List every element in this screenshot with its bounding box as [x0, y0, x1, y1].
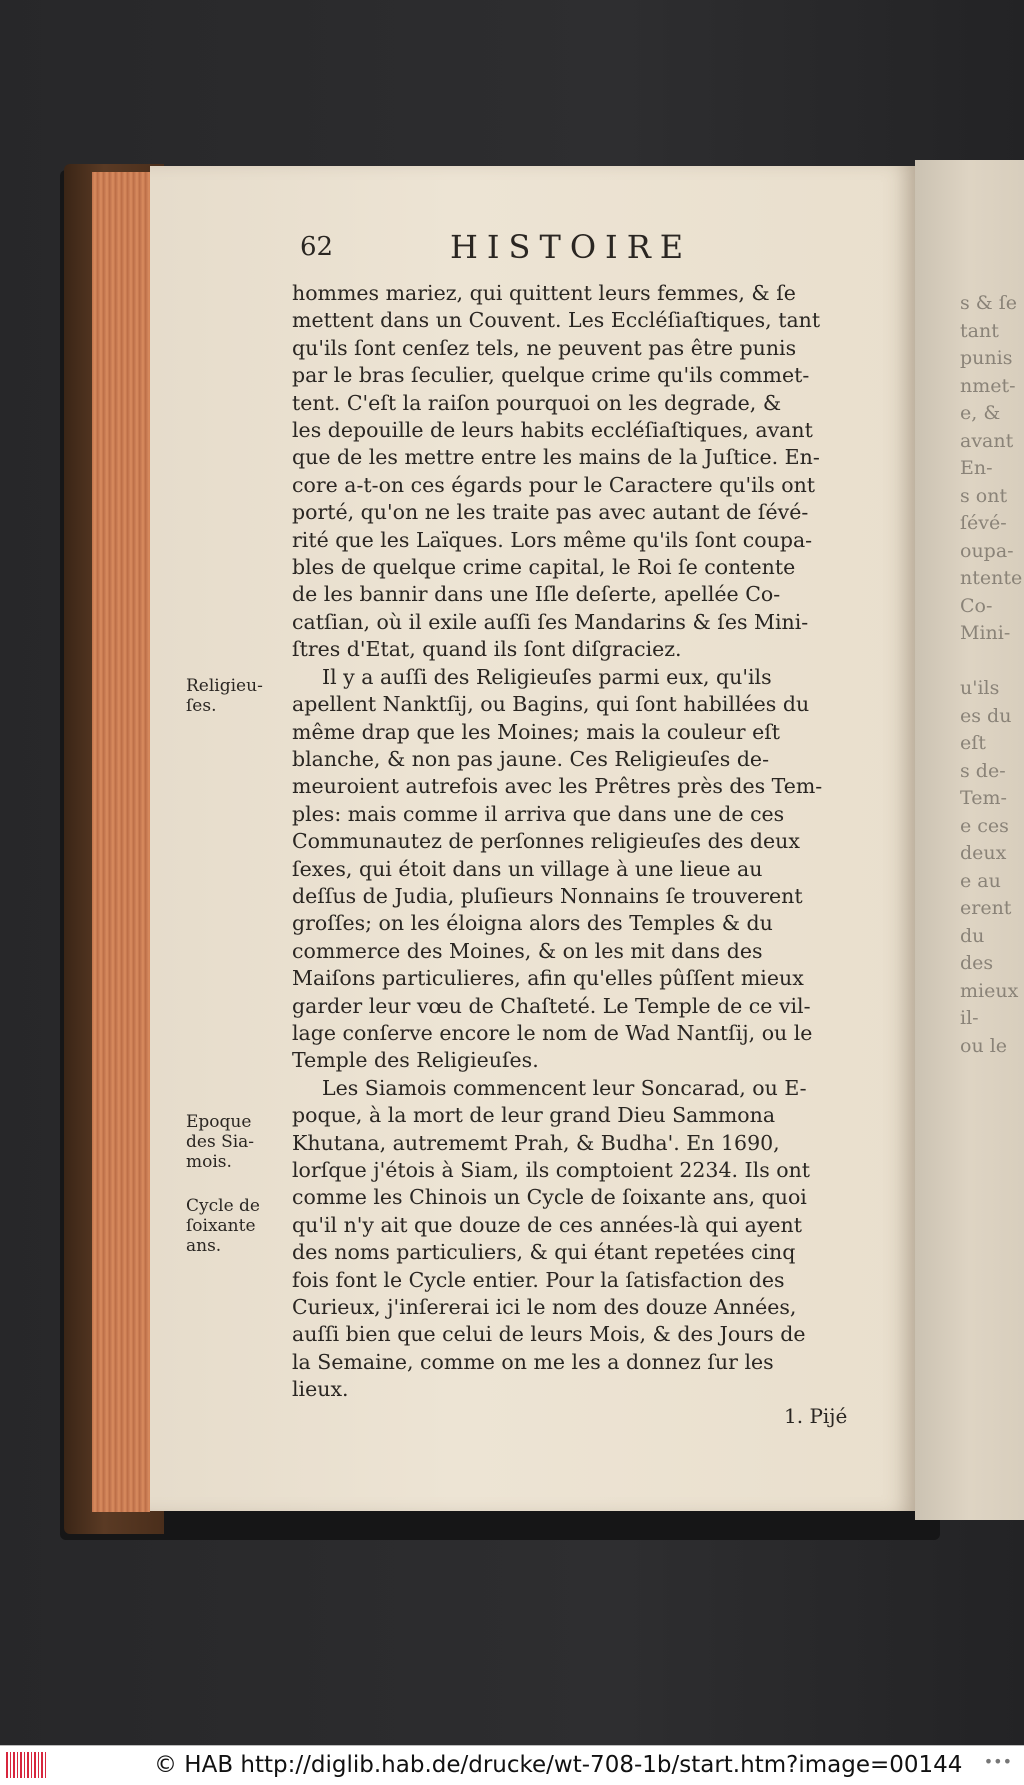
text-line: ſexes, qui étoit dans un village à une lieue au [292, 856, 763, 881]
text-line: tent. C'eſt la raiſon pourquoi on les degrade, & [292, 390, 782, 415]
text-line: porté, qu'on ne les traite pas avec autant de ſévé- [292, 500, 809, 525]
text-line: Maiſons particulieres, afin qu'elles pûſſent mieux [292, 966, 804, 991]
text-line: qu'ils ſont cenſez tels, ne peuvent pas être punis [292, 335, 797, 360]
text-line: par le bras ſeculier, quelque crime qu'ils commet- [292, 363, 810, 388]
margin-note-cycle: Cycle de ſoixante ans. [186, 1196, 260, 1256]
text-line: core a-t-on ces égards pour le Caractere qu'ils ont [292, 472, 816, 497]
text-line: deſſus de Judia, pluſieurs Nonnains ſe trouverent [292, 883, 803, 908]
facing-page-text: s & ſe tant punis nmet- e, & avant En- s ont ſévé- oupa- ntente Co- Mini- u'ils es du eſt s de- Tem- e ces deux e au erent du des mieux il- ou le [960, 292, 1023, 1057]
text-line: mettent dans un Couvent. Les Eccléſiaſtiques, tant [292, 308, 821, 333]
hab-logo-icon [6, 1752, 46, 1778]
viewer-footer [0, 1745, 1024, 1785]
margin-note-epoque: Epoque des Sia-mois. [186, 1112, 255, 1172]
page-edges [92, 172, 150, 1512]
margin-note-religieuses: Religieu-ſes. [186, 676, 263, 716]
text-line: poque, à la mort de leur grand Dieu Sammona [292, 1103, 776, 1128]
text-line: ſtres d'Etat, quand ils ſont diſgraciez. [292, 637, 682, 662]
text-line: lorſque j'étois à Siam, ils comptoient 2234. Ils ont [292, 1158, 811, 1182]
text-line: ples: mais comme il arriva que dans une de ces [292, 801, 785, 826]
text-line: de les bannir dans une Iſle deſerte, apellée Co- [292, 582, 781, 607]
text-line: qu'il n'y ait que douze de ces années-là qui ayent [292, 1212, 802, 1237]
catchword: 1. Pijé [784, 1404, 848, 1428]
text-line: les depouille de leurs habits eccléſiaſtiques, avant [292, 418, 813, 443]
running-head [300, 228, 770, 276]
text-line: blanche, & non pas jaune. Ces Religieuſes de- [292, 746, 769, 771]
text-line: meuroient autrefois avec les Prêtres près des Tem- [292, 774, 823, 799]
text-line: hommes mariez, qui quittent leurs femmes, & ſe [292, 281, 796, 305]
text-line: lieux. [292, 1377, 349, 1402]
text-line: Les Siamois commencent leur Soncarad, ou E- [322, 1075, 807, 1100]
more-menu-icon[interactable]: ••• [983, 1752, 1012, 1771]
text-line: que de les mettre entre les mains de la Juſtice. En- [292, 445, 820, 470]
text-line: commerce des Moines, & on les mit dans des [292, 938, 763, 963]
text-line: comme les Chinois un Cycle de ſoixante ans, quoi [292, 1185, 807, 1210]
citation-link[interactable]: © HAB http://diglib.hab.de/drucke/wt-708-1b/start.htm?image=00144 [154, 1752, 963, 1778]
text-line: Curieux, j'inſererai ici le nom des douze Années, [292, 1295, 797, 1320]
text-line: auſſi bien que celui de leurs Mois, & des Jours de [292, 1322, 806, 1347]
text-line: garder leur vœu de Chaſteté. Le Temple de ce vil- [292, 993, 811, 1018]
text-line: Khutana, autrememt Prah, & Budha'. En 1690, [292, 1130, 780, 1155]
text-line: des noms particuliers, & qui étant repetées cinq [292, 1240, 796, 1265]
text-line: la Semaine, comme on me les a donnez ſur les [292, 1349, 774, 1374]
text-line: catſian, où il exile auſſi ſes Mandarins & ſes Mini- [292, 609, 809, 634]
page-number: 62 [300, 232, 334, 262]
text-line: Temple des Religieuſes. [292, 1048, 539, 1073]
text-line: même drap que les Moines; mais la couleur eſt [292, 719, 781, 744]
text-line: groſſes; on les éloigna alors des Temples & du [292, 911, 773, 936]
text-line: bles de quelque crime capital, le Roi ſe contente [292, 555, 796, 580]
text-line: apellent Nanktſij, ou Bagins, qui ſont habillées du [292, 692, 810, 717]
text-line: lage conſerve encore le nom de Wad Nantſij, ou le [292, 1020, 813, 1045]
text-line: Communautez de perſonnes religieuſes des deux [292, 829, 800, 854]
text-line: Il y a auſſi des Religieuſes parmi eux, qu'ils [322, 664, 772, 689]
page-title: HISTOIRE [450, 228, 693, 266]
text-line: fois font le Cycle entier. Pour la ſatisfaction des [292, 1267, 785, 1292]
page-body [292, 280, 864, 1404]
text-line: rité que les Laïques. Lors même qu'ils ſont coupa- [292, 527, 813, 552]
